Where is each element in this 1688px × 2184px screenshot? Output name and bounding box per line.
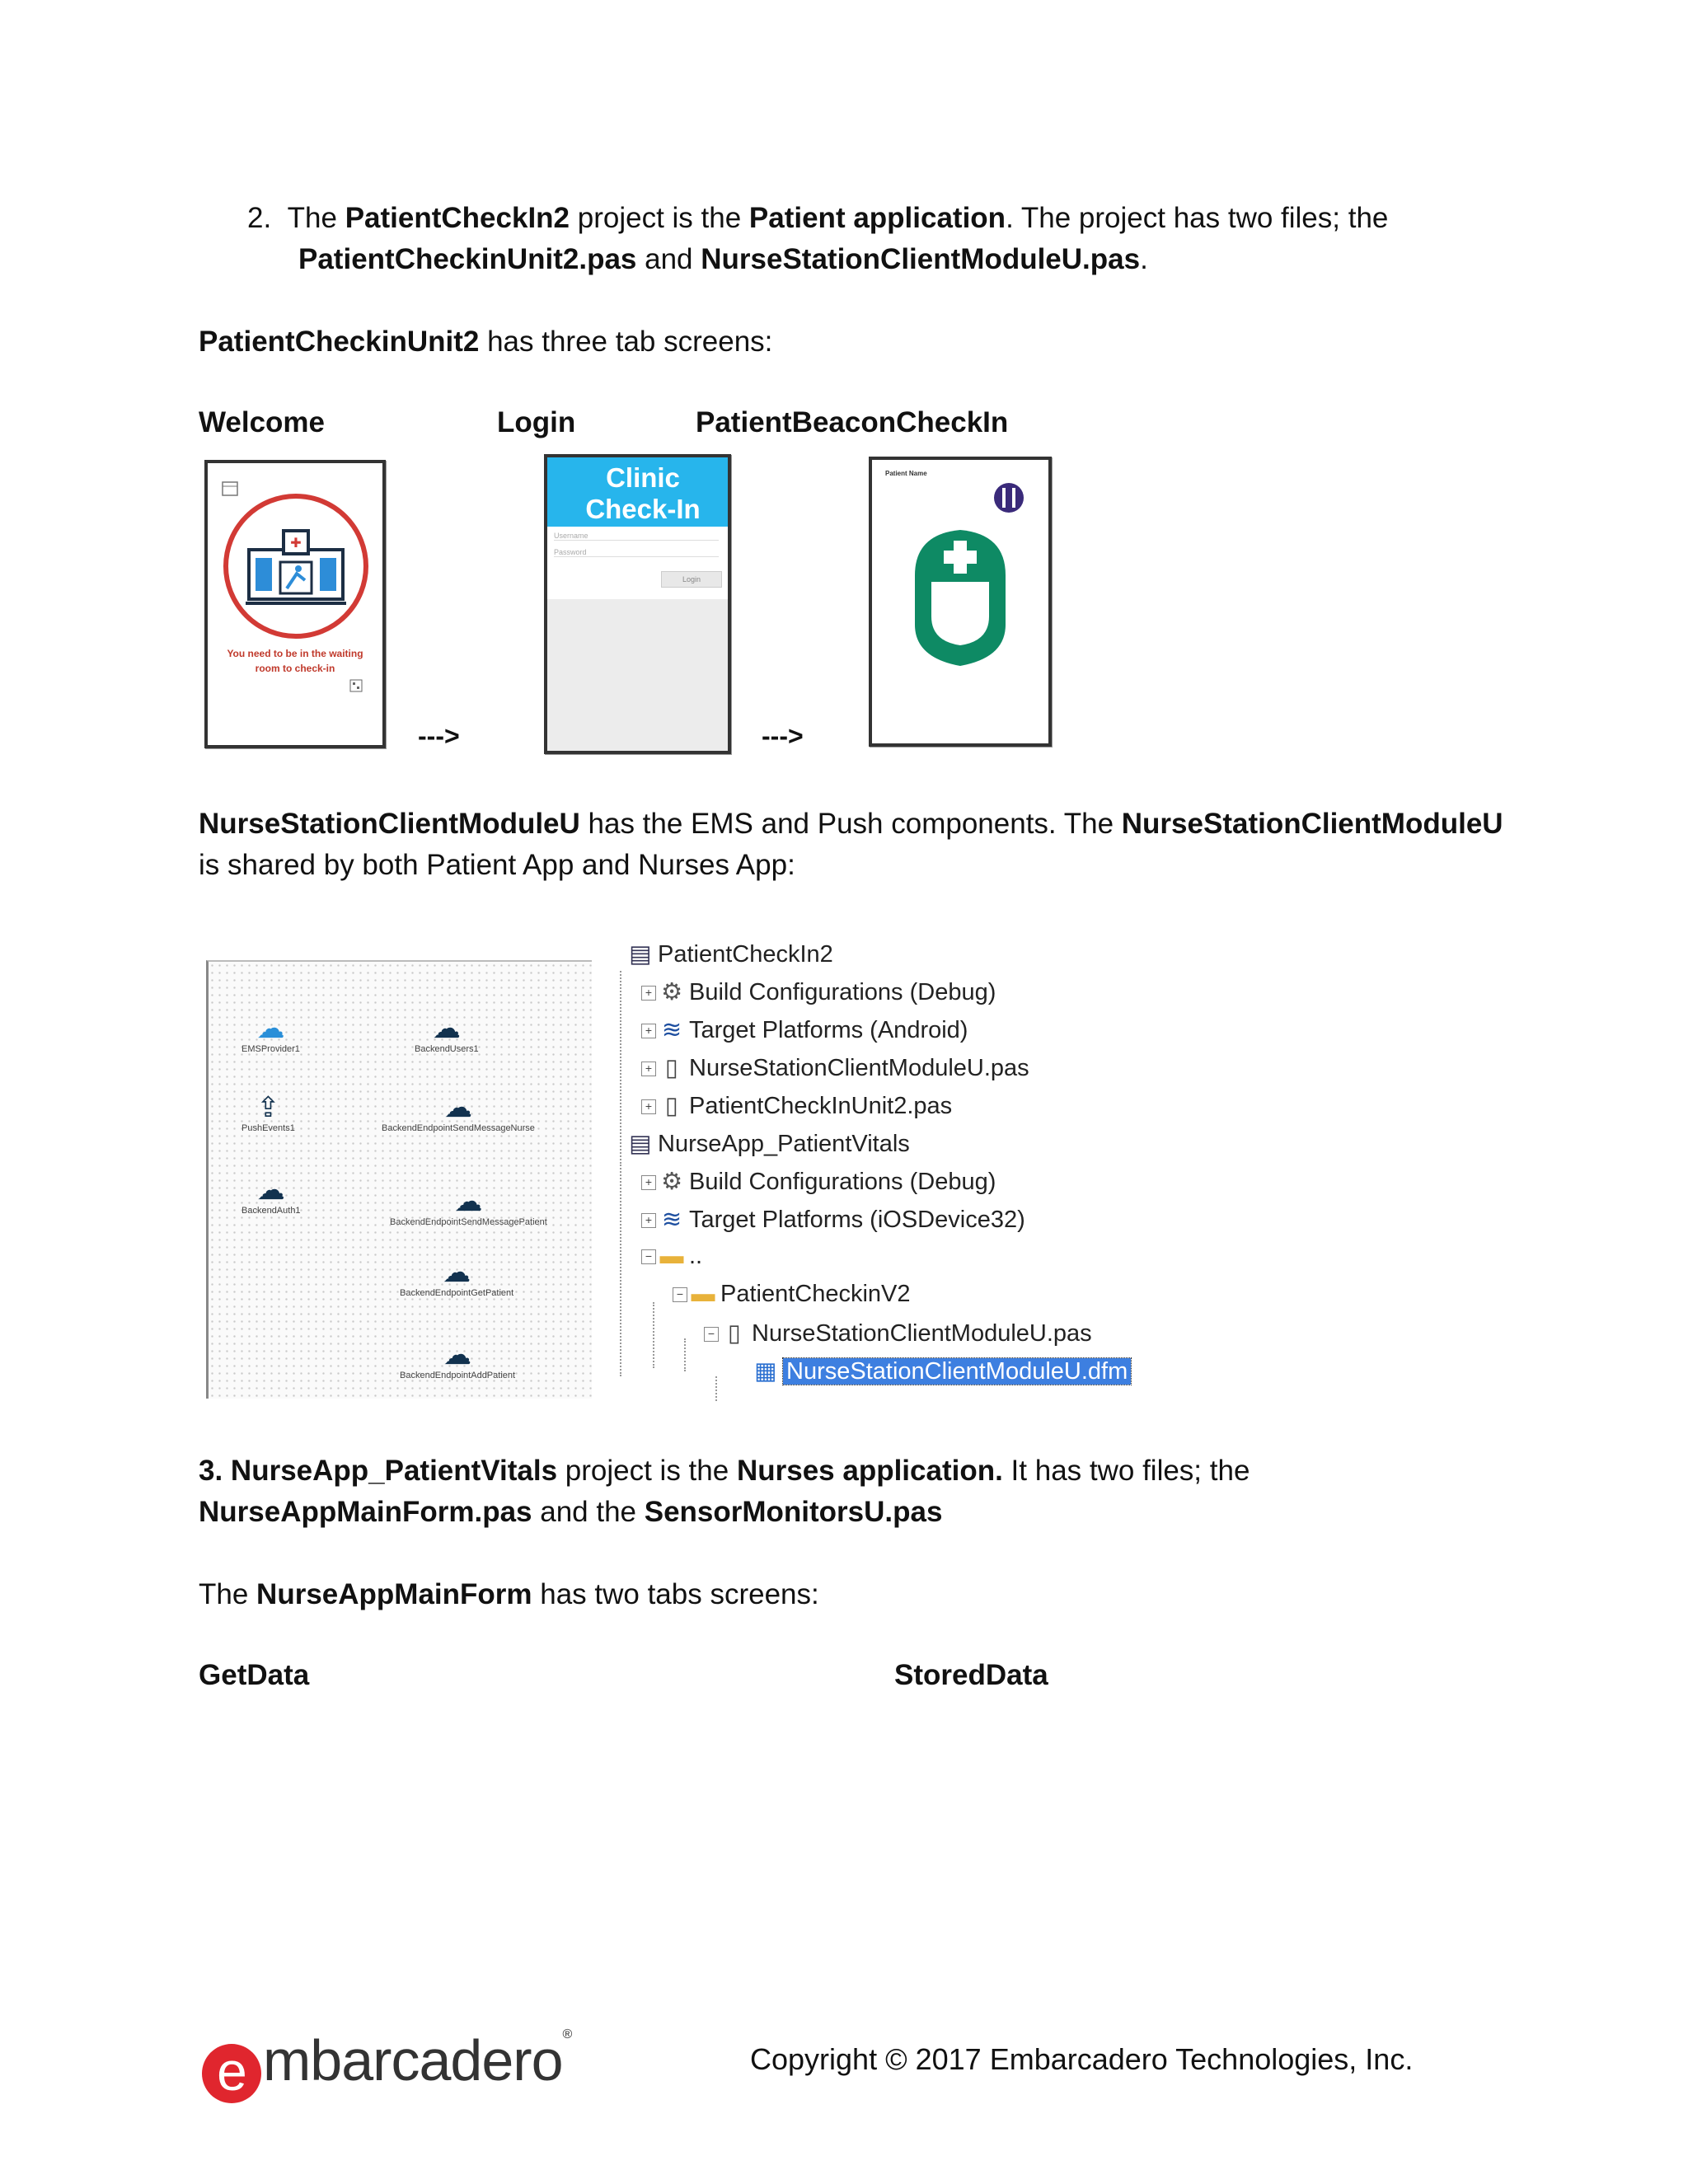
collapse-icon[interactable]: − — [673, 1287, 687, 1302]
tree-item-label: NurseStationClientModuleU.pas — [689, 1055, 1029, 1081]
list-number: 2. — [247, 202, 272, 234]
arrow-2: ---> — [762, 721, 804, 751]
embarcadero-logo: e mbarcadero® — [202, 2027, 571, 2103]
tree-item[interactable] — [610, 1129, 910, 1158]
tree-item-label: PatientCheckIn2 — [658, 941, 833, 968]
data-module-designer — [206, 960, 592, 1399]
folder-icon: ▬ — [659, 1243, 684, 1269]
component-backendusers1[interactable] — [415, 1013, 479, 1054]
expand-icon[interactable]: + — [641, 986, 656, 1001]
collapse-icon[interactable]: − — [704, 1327, 719, 1342]
login-username[interactable]: Username — [554, 532, 719, 541]
label-login: Login — [497, 406, 576, 438]
tree-item-label: NurseStationClientModuleU.pas — [752, 1320, 1092, 1347]
component-backendauth1[interactable] — [241, 1174, 301, 1216]
cloud-auth-icon: ☁ — [256, 1174, 285, 1206]
beacon-screen — [869, 457, 1052, 747]
item3-line2: NurseAppMainForm.pas and the SensorMonitorsU.pas — [199, 1496, 943, 1528]
component-backendendpointsendmessagenurse[interactable] — [382, 1092, 535, 1133]
component-label: BackendEndpointGetPatient — [400, 1288, 514, 1298]
copyright: Copyright © 2017 Embarcadero Technologies, Inc. — [750, 2042, 1414, 2076]
cloud-endpoint-icon: ☁ — [443, 1339, 472, 1371]
tree-item[interactable] — [673, 1281, 911, 1308]
file-icon: ▯ — [665, 1093, 678, 1119]
login-body — [547, 599, 728, 751]
component-label: BackendAuth1 — [241, 1206, 301, 1216]
tree-item[interactable] — [641, 977, 996, 1006]
platforms-icon: ≋ — [661, 1207, 682, 1233]
cloud-endpoint-icon: ☁ — [443, 1092, 472, 1123]
tree-item[interactable] — [704, 1319, 1092, 1347]
login-header — [547, 457, 728, 527]
tree-item[interactable] — [641, 1243, 702, 1270]
tree-item[interactable] — [641, 1091, 952, 1120]
tree-item-label: PatientCheckInUnit2.pas — [689, 1093, 953, 1119]
login-title: Clinic Check-In — [585, 462, 701, 524]
tree-item-label: Target Platforms (iOSDevice32) — [689, 1207, 1025, 1233]
project-icon: ▤ — [629, 1131, 652, 1157]
welcome-message: You need to be in the waiting room to check-in — [227, 648, 363, 674]
waiting-room-icon — [218, 488, 374, 644]
item2-line2: PatientCheckinUnit2.pas and NurseStationClientModuleU.pas. — [298, 243, 1148, 275]
form-icon: ▦ — [754, 1358, 777, 1385]
tree-item-label: PatientCheckinV2 — [720, 1281, 911, 1307]
component-label: BackendEndpointAddPatient — [400, 1371, 516, 1380]
tree-item-label: Build Configurations (Debug) — [689, 1169, 996, 1195]
arrow-1: ---> — [418, 721, 460, 751]
tree-item-label: Target Platforms (Android) — [689, 1017, 968, 1043]
login-password[interactable]: Password — [554, 548, 719, 557]
component-backendendpointsendmessagepatient[interactable] — [390, 1186, 547, 1227]
tree-connector — [684, 1338, 686, 1371]
welcome-screen — [204, 460, 386, 748]
expand-icon[interactable]: + — [641, 1024, 656, 1038]
tree-item[interactable] — [735, 1357, 1131, 1385]
nurse-tabs-intro: The NurseAppMainForm has two tabs screens: — [199, 1578, 819, 1610]
tree-item[interactable] — [641, 1053, 1029, 1082]
tree-item-label: NurseApp_PatientVitals — [658, 1131, 910, 1157]
project-icon: ▤ — [629, 941, 652, 968]
component-backendendpointgetpatient[interactable] — [400, 1257, 513, 1298]
ems-line1: NurseStationClientModuleU has the EMS and Push components. The NurseStationClientModuleU — [199, 808, 1503, 840]
component-pushevents1[interactable] — [241, 1092, 295, 1133]
tree-item-label: Build Configurations (Debug) — [689, 979, 996, 1005]
expand-icon[interactable]: + — [641, 1213, 656, 1228]
folder-icon: ▬ — [691, 1281, 715, 1307]
svg-text:✚: ✚ — [290, 535, 302, 551]
component-emsprovider1[interactable] — [241, 1013, 300, 1054]
item3-line1: 3. NurseApp_PatientVitals project is the Nurses application. It has two files; the — [199, 1455, 1250, 1487]
item2-line1: 2. The PatientCheckIn2 project is the Patient application. The project has two files; the — [247, 202, 1389, 234]
cloud-endpoint-icon: ☁ — [443, 1257, 471, 1288]
component-label: BackendEndpointSendMessageNurse — [382, 1123, 535, 1133]
platforms-icon: ≋ — [661, 1017, 682, 1043]
login-button[interactable]: Login — [661, 571, 722, 588]
tree-item[interactable] — [641, 1015, 968, 1044]
label-getdata: GetData — [199, 1659, 310, 1691]
component-label: BackendUsers1 — [415, 1044, 479, 1054]
tree-connector — [715, 1376, 717, 1401]
ems-line2: is shared by both Patient App and Nurses App: — [199, 849, 795, 881]
project-tree — [610, 931, 1154, 1401]
logo-e: e — [202, 2044, 261, 2103]
label-welcome: Welcome — [199, 406, 326, 438]
qr-icon — [349, 679, 363, 692]
push-icon: ⇪ — [256, 1092, 280, 1123]
expand-icon[interactable]: + — [641, 1062, 656, 1076]
component-label: EMSProvider1 — [241, 1044, 300, 1054]
tree-connector — [620, 1162, 621, 1376]
tree-item-label: NurseStationClientModuleU.dfm — [783, 1358, 1131, 1385]
ems-icon: ☁ — [256, 1013, 285, 1044]
label-beacon: PatientBeaconCheckIn — [696, 406, 1009, 438]
file-icon: ▯ — [665, 1055, 678, 1081]
tree-item[interactable] — [641, 1167, 996, 1196]
file-icon: ▯ — [728, 1320, 741, 1347]
patient-name-label: Patient Name — [885, 470, 927, 477]
login-screen — [544, 454, 731, 754]
tree-item[interactable] — [610, 940, 833, 968]
gear-icon: ⚙ — [661, 1169, 682, 1195]
expand-icon[interactable]: + — [641, 1175, 656, 1190]
gear-icon: ⚙ — [661, 979, 682, 1005]
component-backendendpointaddpatient[interactable] — [400, 1339, 515, 1380]
cloud-user-icon: ☁ — [432, 1013, 461, 1044]
tree-item-label: .. — [689, 1243, 703, 1269]
component-label: BackendEndpointSendMessagePatient — [390, 1217, 547, 1227]
collapse-icon[interactable]: − — [641, 1249, 656, 1264]
tree-connector — [653, 1302, 654, 1368]
label-storeddata: StoredData — [894, 1659, 1048, 1691]
cloud-endpoint-icon: ☁ — [454, 1186, 483, 1217]
component-label: PushEvents1 — [241, 1123, 295, 1133]
beacon-icon — [992, 481, 1025, 514]
nurse-icon — [890, 518, 1030, 674]
tabs-intro: PatientCheckinUnit2 has three tab screens: — [199, 326, 773, 358]
expand-icon[interactable]: + — [641, 1099, 656, 1114]
tree-item[interactable] — [641, 1205, 1025, 1234]
